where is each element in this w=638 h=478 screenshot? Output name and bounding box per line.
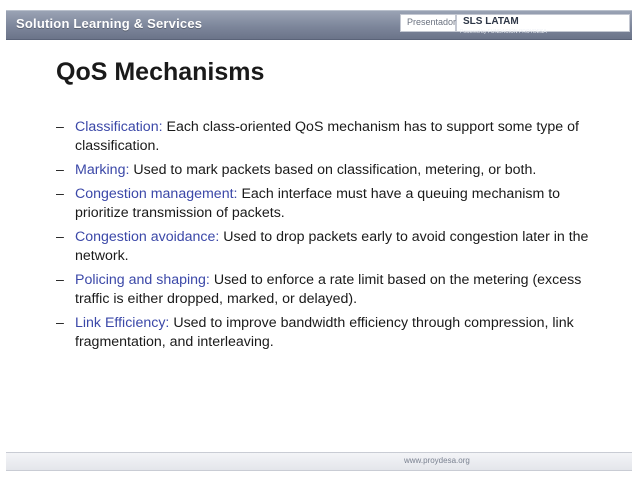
bullet-term: Marking:	[75, 162, 130, 178]
brand-label: SLS LATAM	[463, 16, 519, 27]
bullet-item	[56, 271, 596, 309]
bullet-item	[56, 314, 596, 352]
bullet-text: Each class-oriented QoS mechanism has to support some type of classification.	[75, 119, 579, 154]
presenter-label: Presentador	[407, 17, 457, 27]
bullet-dash: –	[56, 186, 64, 202]
bullet-term: Congestion avoidance:	[75, 229, 220, 245]
bullet-dash: –	[56, 272, 64, 288]
bullet-text: Used to drop packets early to avoid congestion later in the network.	[75, 229, 589, 264]
powered-by-text: Powered by FUNDACIÓN PROYDESA	[460, 29, 547, 35]
bullet-text: Each interface must have a queuing mechanism to prioritize transmission of packets.	[75, 186, 561, 221]
bullet-text: Used to improve bandwidth efficiency through compression, link fragmentation, and interleaving.	[75, 315, 574, 350]
bullet-dash: –	[56, 119, 64, 135]
bullet-term: Classification:	[75, 119, 163, 135]
bullet-dash: –	[56, 315, 64, 331]
header-branding	[400, 11, 632, 39]
bullet-list	[56, 118, 596, 357]
bullet-dash: –	[56, 229, 64, 245]
slide-title: QoS Mechanisms	[56, 58, 265, 86]
bullet-item	[56, 185, 596, 223]
bullet-item	[56, 228, 596, 266]
bullet-text: Used to mark packets based on classification, metering, or both.	[133, 162, 537, 178]
presenter-box	[400, 14, 456, 32]
bullet-term: Policing and shaping:	[75, 272, 210, 288]
bullet-term: Link Efficiency:	[75, 315, 170, 331]
footer-band	[6, 452, 632, 471]
header-title: Solution Learning & Services	[16, 16, 203, 31]
footer-url: www.proydesa.org	[404, 456, 470, 465]
bullet-text: Used to enforce a rate limit based on the metering (excess traffic is either dropped, marked, or delayed).	[75, 272, 582, 307]
bullet-dash: –	[56, 162, 64, 178]
header-banner	[6, 10, 632, 40]
bullet-term: Congestion management:	[75, 186, 238, 202]
bullet-item	[56, 161, 596, 180]
bullet-item	[56, 118, 596, 156]
